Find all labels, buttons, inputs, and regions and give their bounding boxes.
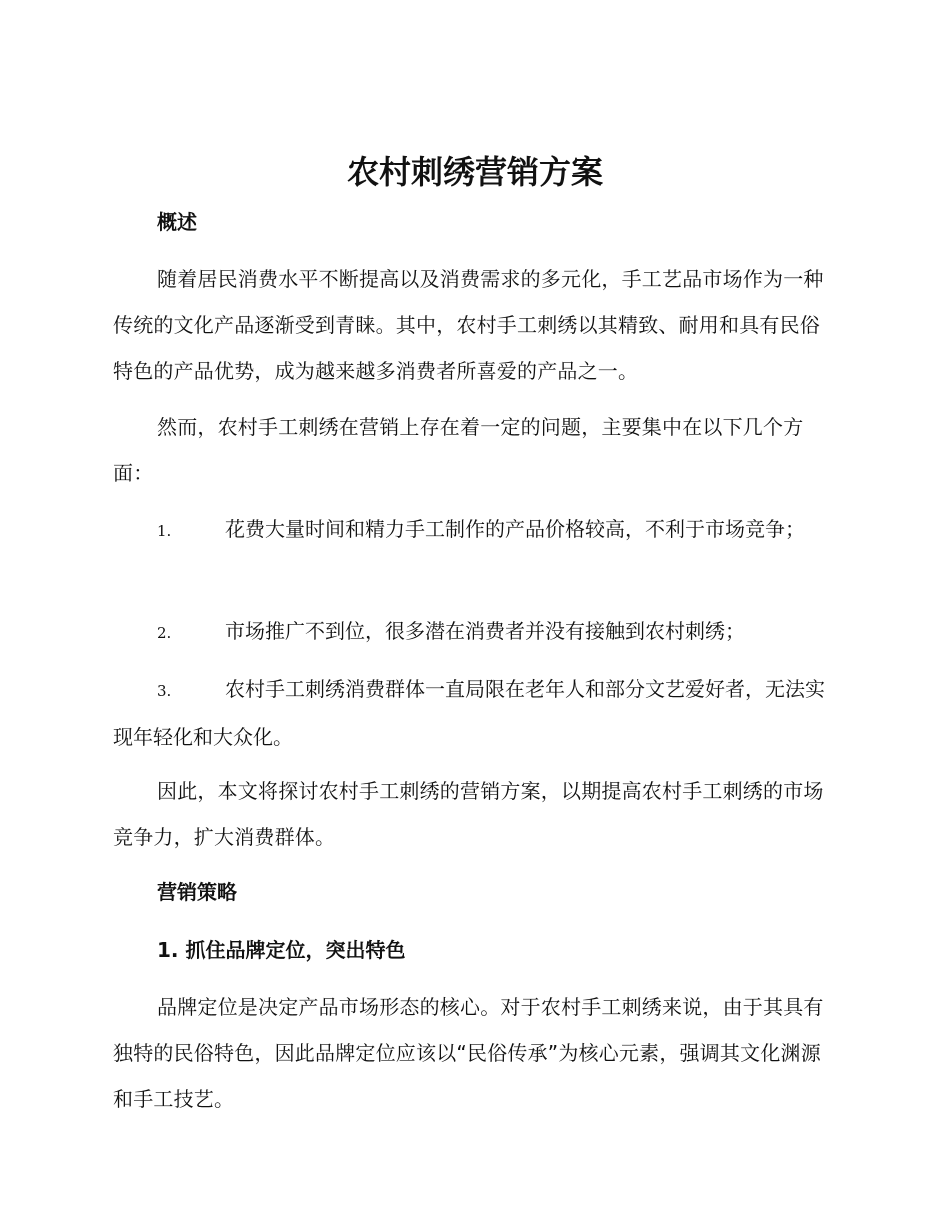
list-text: 市场推广不到位，很多潜在消费者并没有接触到农村刺绣； bbox=[225, 619, 745, 643]
paragraph-problems: 然而，农村手工刺绣在营销上存在着一定的问题，主要集中在以下几个方面： bbox=[113, 415, 804, 485]
document-title: 农村刺绣营销方案 bbox=[346, 153, 603, 191]
list-number: 1. bbox=[157, 522, 172, 540]
paragraph-intro: 随着居民消费水平不断提高以及消费需求的多元化，手工艺品市场作为一种传统的文化产品逐渐受到青睐。其中，农村手工刺绣以其精致、耐用和具有民俗特色的产品优势，成为越来越多消费者所喜爱的产品之一。 bbox=[113, 267, 824, 383]
list-item bbox=[113, 608, 835, 656]
paragraph-conclusion: 因此，本文将探讨农村手工刺绣的营销方案，以期提高农村手工刺绣的市场竞争力，扩大消费群体。 bbox=[113, 779, 824, 849]
list-number: 2. bbox=[157, 624, 172, 642]
list-item bbox=[113, 666, 835, 760]
list-number: 3. bbox=[157, 682, 172, 700]
list-item bbox=[113, 506, 835, 554]
subheading-brand-positioning: 1. 抓住品牌定位，突出特色 bbox=[157, 938, 406, 962]
list-text: 农村手工刺绣消费群体一直局限在老年人和部分文艺爱好者，无法实现年轻化和大众化。 bbox=[113, 677, 825, 749]
list-text: 花费大量时间和精力手工制作的产品价格较高，不利于市场竞争； bbox=[225, 517, 805, 541]
paragraph-brand-positioning: 品牌定位是决定产品市场形态的核心。对于农村手工刺绣来说，由于其具有独特的民俗特色，因此品牌定位应该以“民俗传承”为核心元素，强调其文化渊源和手工技艺。 bbox=[113, 995, 824, 1111]
section-heading-strategy: 营销策略 bbox=[157, 880, 237, 904]
section-heading-overview: 概述 bbox=[157, 210, 197, 234]
